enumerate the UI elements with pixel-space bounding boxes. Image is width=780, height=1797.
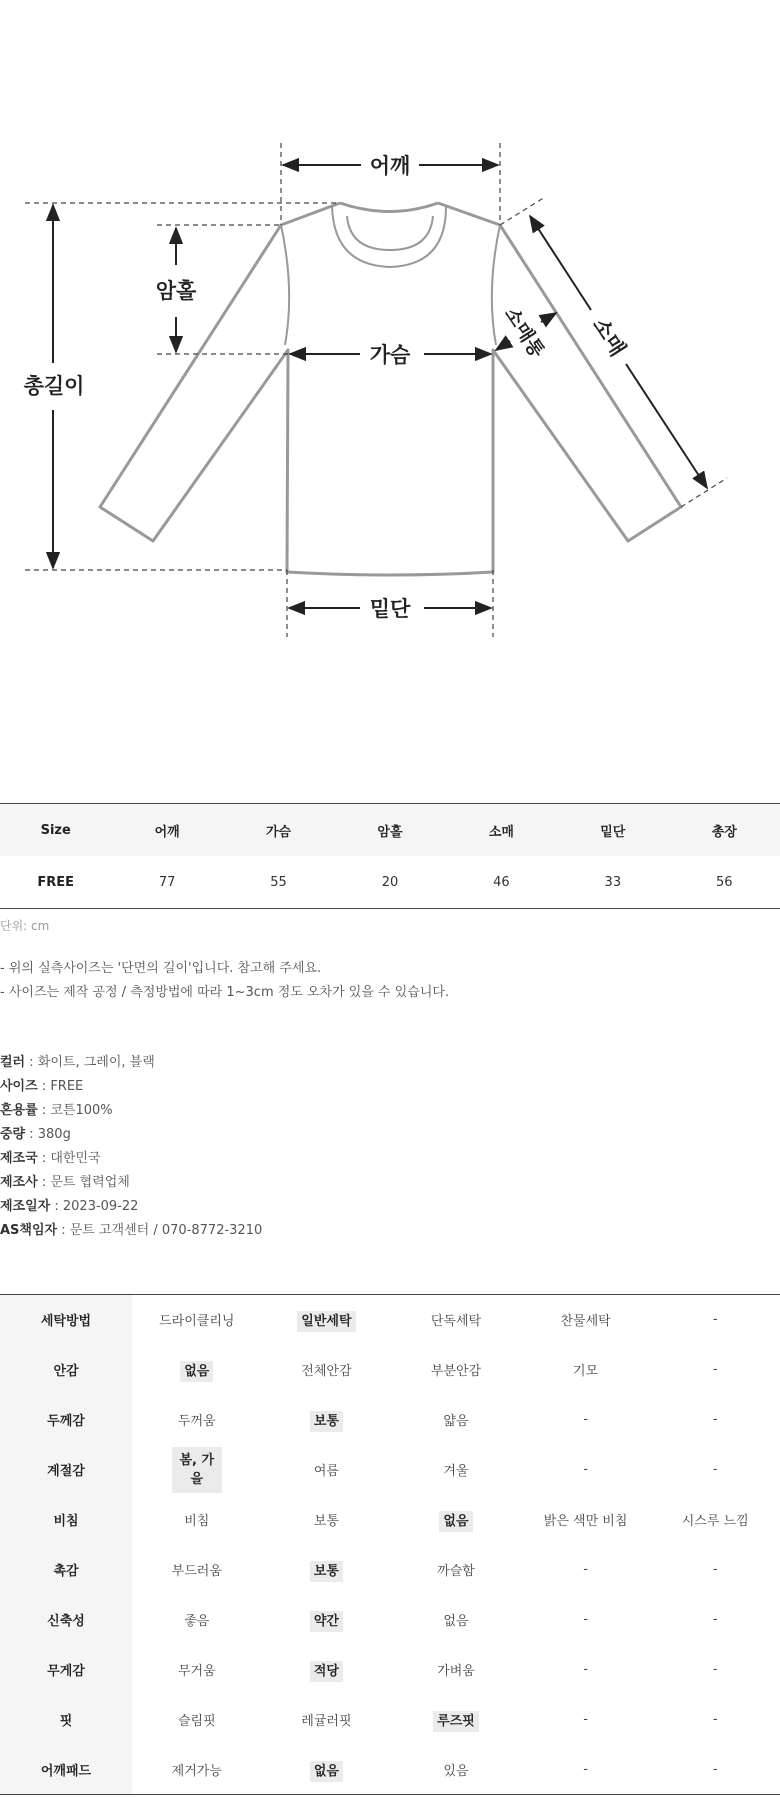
- property-option: [391, 1595, 521, 1645]
- property-option-text: 기모: [573, 1364, 599, 1379]
- spec-value: : 코튼100%: [37, 1103, 113, 1118]
- spec-item: [0, 1099, 262, 1123]
- sleeve-arrow-top: [530, 216, 591, 310]
- note-line: - 사이즈는 제작 공정 / 측정방법에 따라 1~3cm 정도 오차가 있을 수 있습니다.: [0, 985, 450, 1000]
- property-option-text: -: [583, 1412, 588, 1427]
- property-option-text: 보통: [310, 1561, 343, 1582]
- property-row: [0, 1395, 780, 1445]
- spec-key: 제조사: [0, 1175, 38, 1190]
- property-row: [0, 1595, 780, 1645]
- property-option-selected: [391, 1495, 521, 1545]
- property-option: [132, 1745, 262, 1795]
- property-option-selected: [262, 1545, 392, 1595]
- property-option: [132, 1295, 262, 1345]
- size-cell: 20: [381, 874, 399, 890]
- property-row: [0, 1695, 780, 1745]
- property-option: [132, 1645, 262, 1695]
- spec-value: : 대한민국: [37, 1151, 101, 1166]
- property-option: [650, 1395, 780, 1445]
- property-label: 핏: [0, 1695, 132, 1745]
- property-option: [391, 1345, 521, 1395]
- neckline: [281, 205, 500, 345]
- property-option-text: 여름: [313, 1464, 339, 1479]
- property-option-selected: [262, 1395, 392, 1445]
- property-option: [262, 1495, 392, 1545]
- label-chest: 가슴: [369, 343, 411, 367]
- spec-item: [0, 1219, 262, 1243]
- property-row: [0, 1345, 780, 1395]
- note-line: - 위의 실측사이즈는 '단면의 길이'입니다. 참고해 주세요.: [0, 961, 322, 976]
- property-option-text: 보통: [313, 1514, 339, 1529]
- fabric-property-table: [0, 1294, 780, 1795]
- property-option: [262, 1345, 392, 1395]
- garment-diagram-svg: [0, 0, 780, 700]
- property-option: [391, 1545, 521, 1595]
- size-table-header-row: [0, 804, 780, 857]
- size-cell: 33: [604, 874, 622, 890]
- property-option-text: -: [712, 1412, 718, 1427]
- property-option-text: -: [712, 1712, 718, 1727]
- property-option: [521, 1595, 651, 1645]
- product-spec-list: [0, 1051, 262, 1243]
- label-armhole: 암홀: [155, 279, 197, 303]
- property-option-text: 없음: [439, 1511, 472, 1532]
- property-option-text: 적당: [310, 1661, 343, 1682]
- property-option-text: -: [712, 1612, 718, 1627]
- property-option: [521, 1495, 651, 1545]
- spec-item: [0, 1123, 262, 1147]
- size-header-cell: 밑단: [557, 804, 668, 857]
- property-option: [650, 1495, 780, 1545]
- property-option-selected: [262, 1295, 392, 1345]
- spec-item: [0, 1051, 262, 1075]
- property-option-text: 없음: [180, 1361, 213, 1382]
- size-header-cell: 총장: [669, 804, 780, 857]
- property-option-selected: [391, 1695, 521, 1745]
- property-option: [391, 1445, 521, 1495]
- property-row: [0, 1545, 780, 1595]
- size-cell: 56: [715, 874, 733, 890]
- sleevewidth-arrow-down: [496, 341, 510, 350]
- size-table-row: [0, 856, 780, 909]
- spec-key: AS책임자: [0, 1223, 58, 1238]
- property-option-text: 찬물세탁: [560, 1314, 611, 1330]
- spec-key: 컬러: [0, 1055, 26, 1070]
- property-option: [391, 1395, 521, 1445]
- spec-key: 제조일자: [0, 1199, 51, 1214]
- property-option-selected: [132, 1345, 262, 1395]
- label-shoulder: 어깨: [369, 154, 411, 178]
- property-label: 어깨패드: [0, 1745, 132, 1795]
- sleevewidth-arrow-up: [541, 313, 556, 322]
- property-option-text: 슬림핏: [177, 1714, 216, 1729]
- property-option: [650, 1595, 780, 1645]
- property-option-text: 루즈핏: [433, 1711, 479, 1732]
- spec-key: 제조국: [0, 1151, 38, 1166]
- property-option-text: 두꺼움: [177, 1414, 216, 1429]
- spec-value: : 문트 협력업체: [37, 1175, 130, 1190]
- property-option: [521, 1345, 651, 1395]
- property-option: [650, 1345, 780, 1395]
- property-option: [521, 1295, 651, 1345]
- property-option-text: -: [712, 1562, 718, 1577]
- spec-item: [0, 1195, 262, 1219]
- property-option-text: 단독세탁: [430, 1314, 482, 1330]
- size-table: [0, 803, 780, 909]
- property-option: [650, 1445, 780, 1495]
- property-option-text: 무거움: [177, 1664, 216, 1679]
- property-label: 두께감: [0, 1395, 132, 1445]
- size-header-cell: 가슴: [223, 804, 334, 857]
- property-label: 촉감: [0, 1545, 132, 1595]
- property-option-text: 봄, 가을: [172, 1447, 222, 1493]
- size-header-cell: Size: [0, 804, 111, 857]
- property-option: [650, 1745, 780, 1795]
- property-label: 신축성: [0, 1595, 132, 1645]
- property-row: [0, 1495, 780, 1545]
- property-option: [132, 1495, 262, 1545]
- property-option-selected: [262, 1645, 392, 1695]
- property-option: [650, 1645, 780, 1695]
- property-label: 무게감: [0, 1645, 132, 1695]
- property-option: [650, 1295, 780, 1345]
- property-option-text: -: [583, 1462, 588, 1477]
- property-option-selected: [262, 1745, 392, 1795]
- property-option: [521, 1745, 651, 1795]
- unit-note: 단위: cm: [0, 919, 50, 933]
- spec-item: [0, 1075, 262, 1099]
- property-option: [132, 1695, 262, 1745]
- property-option-text: 약간: [310, 1611, 343, 1632]
- property-option-text: 일반세탁: [297, 1311, 355, 1332]
- size-cell: 55: [270, 874, 287, 890]
- property-option: [521, 1395, 651, 1445]
- property-option: [132, 1545, 262, 1595]
- label-hem: 밑단: [369, 597, 411, 621]
- label-sleeve: 소매: [587, 313, 631, 361]
- property-option-text: 가벼움: [437, 1664, 475, 1679]
- property-row: [0, 1295, 780, 1345]
- property-label: 비침: [0, 1495, 132, 1545]
- property-option-text: 겨울: [443, 1464, 469, 1479]
- size-cell: 46: [493, 874, 510, 890]
- property-option: [391, 1295, 521, 1345]
- property-option-text: -: [712, 1662, 718, 1677]
- property-option-text: 제거가능: [171, 1763, 222, 1779]
- property-option-text: -: [712, 1761, 718, 1777]
- property-option: [521, 1445, 651, 1495]
- property-option: [391, 1745, 521, 1795]
- property-option: [262, 1695, 392, 1745]
- spec-value: : 화이트, 그레이, 블랙: [25, 1055, 155, 1070]
- property-label: 안감: [0, 1345, 132, 1395]
- spec-item: [0, 1147, 262, 1171]
- property-option-selected: [132, 1445, 262, 1495]
- spec-value: : 2023-09-22: [50, 1199, 139, 1214]
- size-header-cell: 소매: [446, 804, 557, 857]
- tshirt-outline: [100, 203, 681, 575]
- property-option-text: -: [583, 1712, 588, 1727]
- property-option-text: 없음: [443, 1614, 469, 1629]
- property-option: [391, 1645, 521, 1695]
- spec-value: : 문트 고객센터 / 070-8772-3210: [57, 1223, 263, 1238]
- property-option-text: 있음: [443, 1763, 469, 1779]
- property-option-text: 부분안감: [430, 1364, 482, 1379]
- property-option-text: -: [583, 1761, 588, 1777]
- property-label: 세탁방법: [0, 1295, 132, 1345]
- property-option-text: -: [583, 1662, 588, 1677]
- spec-key: 혼용률: [0, 1103, 38, 1118]
- property-option-text: 없음: [310, 1761, 343, 1782]
- property-option-text: -: [712, 1462, 718, 1477]
- property-label: 계절감: [0, 1445, 132, 1495]
- spec-value: : 380g: [25, 1127, 71, 1142]
- spec-value: : FREE: [37, 1079, 84, 1094]
- property-row: [0, 1445, 780, 1495]
- property-option-text: 까슬함: [437, 1564, 475, 1579]
- property-option: [132, 1595, 262, 1645]
- size-header-cell: 어깨: [111, 804, 222, 857]
- property-option-text: 시스루 느낌: [681, 1514, 749, 1529]
- label-total-length: 총길이: [23, 374, 85, 398]
- property-row: [0, 1745, 780, 1795]
- property-row: [0, 1645, 780, 1695]
- property-option-text: 부드러움: [171, 1564, 222, 1579]
- property-option-text: 비침: [184, 1514, 210, 1529]
- property-option: [650, 1545, 780, 1595]
- property-option-text: 얇음: [443, 1414, 469, 1429]
- sleeve-arrow-bottom: [626, 364, 707, 488]
- property-option: [521, 1695, 651, 1745]
- spec-key: 중량: [0, 1127, 26, 1142]
- property-option-text: -: [583, 1612, 588, 1627]
- label-sleeve-width: 소매통: [499, 303, 549, 362]
- property-option-text: -: [583, 1562, 588, 1577]
- property-option-text: 전체안감: [301, 1364, 352, 1379]
- size-cell: 77: [158, 874, 176, 890]
- property-option-text: 밝은 색만 비침: [543, 1514, 628, 1529]
- property-option-text: -: [712, 1362, 718, 1377]
- property-option: [132, 1395, 262, 1445]
- spec-key: 사이즈: [0, 1079, 38, 1094]
- property-option: [521, 1645, 651, 1695]
- property-option-text: 좋음: [184, 1614, 210, 1629]
- size-header-cell: 암홀: [334, 804, 445, 857]
- measurement-diagram: [0, 0, 780, 700]
- measurement-notes: [0, 957, 449, 1005]
- property-option-text: 드라이클리닝: [159, 1314, 235, 1330]
- property-option: [262, 1445, 392, 1495]
- size-cell: FREE: [37, 874, 75, 890]
- property-option-selected: [262, 1595, 392, 1645]
- guide-lines: [25, 143, 727, 637]
- property-option-text: 보통: [310, 1411, 343, 1432]
- property-option-text: -: [712, 1312, 718, 1328]
- spec-item: [0, 1171, 262, 1195]
- property-option: [650, 1695, 780, 1745]
- property-option: [521, 1545, 651, 1595]
- property-option-text: 레귤러핏: [301, 1714, 352, 1729]
